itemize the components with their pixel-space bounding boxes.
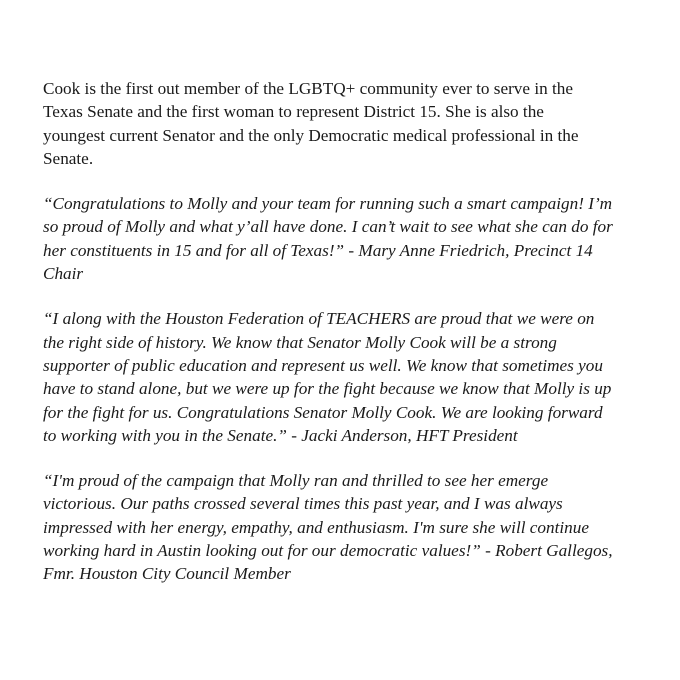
text-line: so proud of Molly and what y’all have done. I can’t wait to see what she can do for xyxy=(43,217,613,237)
text-line: Cook is the first out member of the LGBTQ+ community ever to serve in the xyxy=(43,79,573,98)
text-line: Chair xyxy=(43,264,84,284)
text-line: Texas Senate and the first woman to represent District 15. She is also the xyxy=(43,102,544,122)
text-line: to working with you in the Senate.” - Jacki Anderson, HFT President xyxy=(43,425,518,445)
text-line: “Congratulations to Molly and your team for running such a smart campaign! I’m xyxy=(43,194,613,214)
quote-gallegos xyxy=(43,469,640,585)
text-line: “I along with the Houston Federation of TEACHERS are proud that we were on xyxy=(43,309,595,329)
text-line: supporter of public education and represent us well. We know that sometimes you xyxy=(43,355,603,375)
quote-anderson xyxy=(43,307,640,447)
text-line: victorious. Our paths crossed several times this past year, and I was always xyxy=(43,494,563,514)
text-line: for the fight for us. Congratulations Senator Molly Cook. We are looking forward xyxy=(43,402,603,422)
text-line: Senate. xyxy=(43,148,94,168)
intro-paragraph xyxy=(43,77,640,170)
text-line: the right side of history. We know that Senator Molly Cook will be a strong xyxy=(43,332,557,352)
text-line: youngest current Senator and the only Democratic medical professional in the xyxy=(43,125,579,145)
text-line: “I'm proud of the campaign that Molly ran and thrilled to see her emerge xyxy=(43,471,549,491)
text-line: her constituents in 15 and for all of Texas!” - Mary Anne Friedrich, Precinct 14 xyxy=(43,240,593,260)
text-line: Fmr. Houston City Council Member xyxy=(43,564,291,584)
text-line: have to stand alone, but we were up for the fight because we know that Molly is up xyxy=(43,379,612,399)
text-line: impressed with her energy, empathy, and enthusiasm. I'm sure she will continue xyxy=(43,517,589,537)
quote-friedrich xyxy=(43,192,640,285)
text-line: working hard in Austin looking out for our democratic values!” - Robert Gallegos, xyxy=(43,541,613,561)
